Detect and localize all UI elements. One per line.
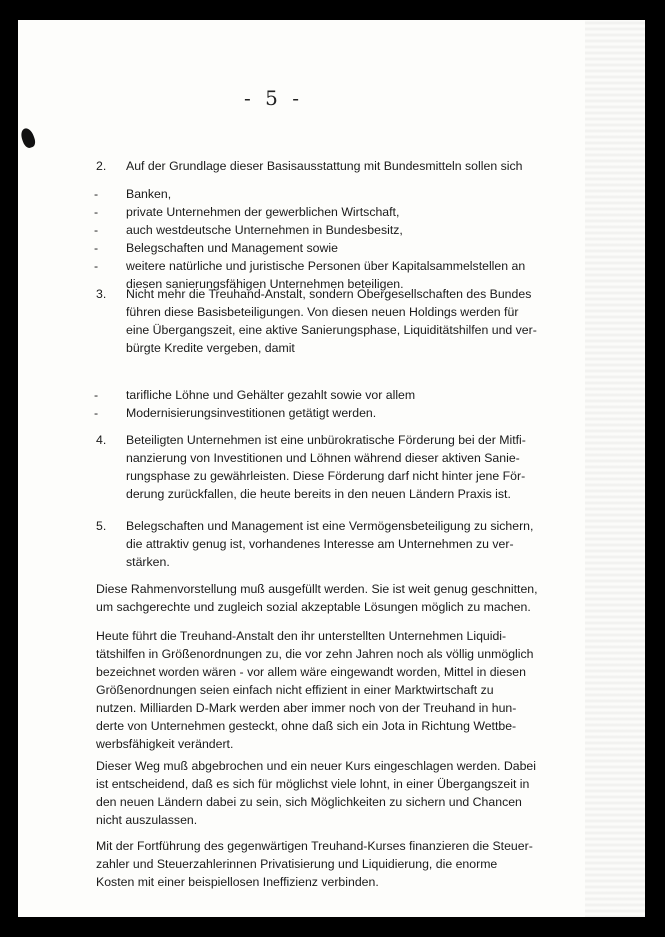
bullet-dash: - — [94, 223, 99, 237]
item-4-line: nanzierung von Investitionen und Löhnen während dieser aktiven Sanie- — [126, 451, 520, 465]
document-body — [18, 20, 645, 917]
para2-line: Heute führt die Treuhand-Anstalt den ihr unterstellten Unternehmen Liquidi- — [96, 629, 507, 643]
bullet-dash: - — [94, 187, 99, 201]
para4-line: Kosten mit einer beispiellosen Ineffizienz verbinden. — [96, 875, 379, 889]
para2-line: nutzen. Milliarden D-Mark werden aber immer noch von der Treuhand in hun- — [96, 701, 517, 715]
page-number: - 5 - — [244, 86, 303, 110]
item-3-bullet: tarifliche Löhne und Gehälter gezahlt sowie vor allem — [126, 388, 416, 402]
para3-line: Dieser Weg muß abgebrochen und ein neuer Kurs eingeschlagen werden. Dabei — [96, 759, 536, 773]
item-4-line: rungsphase zu gewährleisten. Diese Förderung darf nicht hinter jene För- — [126, 469, 526, 483]
item-5-line: stärken. — [126, 555, 170, 569]
para1-line: Diese Rahmenvorstellung muß ausgefüllt werden. Sie ist weit genug geschnitten, — [96, 582, 538, 596]
para3-line: den neuen Ländern dabei zu sein, sich Möglichkeiten zu sichern und Chancen — [96, 795, 522, 809]
item-3-line: eine Übergangszeit, eine aktive Sanierungsphase, Liquiditätshilfen und ver- — [126, 323, 537, 337]
item-3-line: bürgte Kredite vergeben, damit — [126, 341, 295, 355]
para1-line: um sachgerechte und zugleich sozial akzeptable Lösungen möglich zu machen. — [96, 600, 531, 614]
bullet-dash: - — [94, 205, 99, 219]
item-2-bullet: Belegschaften und Management sowie — [126, 241, 338, 255]
item-3-line: Nicht mehr die Treuhand-Anstalt, sondern Obergesellschaften des Bundes — [126, 287, 532, 301]
item-5-line: die attraktiv genug ist, vorhandenes Interesse am Unternehmen zu ver- — [126, 537, 514, 551]
item-5-number: 5. — [96, 519, 107, 533]
document-page — [18, 20, 645, 917]
para4-line: zahler und Steuerzahlerinnen Privatisierung und Liquidierung, die enorme — [96, 857, 498, 871]
para2-line: Größenordnungen seien einfach nicht effizient in einer Marktwirtschaft zu — [96, 683, 494, 697]
bullet-dash: - — [94, 259, 99, 273]
para2-line: tätshilfen in Größenordnungen zu, die vor zehn Jahren noch als völlig unmöglich — [96, 647, 534, 661]
bullet-dash: - — [94, 241, 99, 255]
item-2-bullet: Banken, — [126, 187, 172, 201]
item-2-bullet: weitere natürliche und juristische Personen über Kapitalsammelstellen an — [126, 259, 526, 273]
item-4-line: Beteiligten Unternehmen ist eine unbürokratische Förderung bei der Mitfi- — [126, 433, 526, 447]
para2-line: bezeichnet worden wären - vor allem wäre eingewandt worden, Mittel in diesen — [96, 665, 526, 679]
item-2-number: 2. — [96, 159, 107, 173]
item-2-tail: diesen sanierungsfähigen Unternehmen beteiligen. — [126, 277, 404, 291]
para4-line: Mit der Fortführung des gegenwärtigen Treuhand-Kurses finanzieren die Steuer- — [96, 839, 533, 853]
item-5-line: Belegschaften und Management ist eine Vermögensbeteiligung zu sichern, — [126, 519, 534, 533]
item-3-number: 3. — [96, 287, 107, 301]
para2-line: derte von Unternehmen gesteckt, ohne daß sich ein Jota in Richtung Wettbe- — [96, 719, 517, 733]
item-4-line: derung zurückfallen, die heute bereits in den neuen Ländern Praxis ist. — [126, 487, 511, 501]
para2-line: werbsfähigkeit verändert. — [96, 737, 234, 751]
item-2-bullet: private Unternehmen der gewerblichen Wirtschaft, — [126, 205, 400, 219]
bullet-dash: - — [94, 388, 99, 402]
bullet-dash: - — [94, 406, 99, 420]
item-4-number: 4. — [96, 433, 107, 447]
para3-line: ist entscheidend, daß es sich für möglichst viele lohnt, in einer Übergangszeit in — [96, 777, 530, 791]
item-2-text: Auf der Grundlage dieser Basisausstattung mit Bundesmitteln sollen sich — [126, 159, 523, 173]
item-3-bullet: Modernisierungsinvestitionen getätigt werden. — [126, 406, 377, 420]
para3-line: nicht auszulassen. — [96, 813, 198, 827]
item-2-bullet: auch westdeutsche Unternehmen in Bundesbesitz, — [126, 223, 403, 237]
item-3-line: führen diese Basisbeteiligungen. Von diesen neuen Holdings werden für — [126, 305, 519, 319]
